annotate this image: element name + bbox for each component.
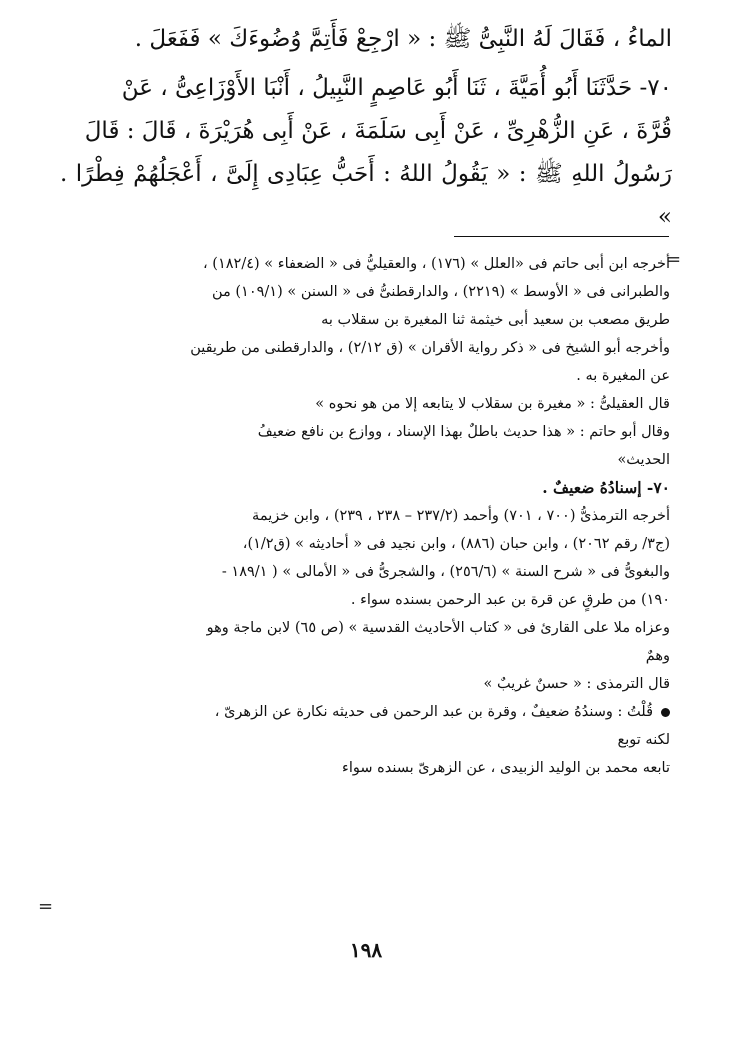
margin-mark: = [38,896,54,917]
main-line: الماءُ ، فَقَالَ لَهُ النَّبِىُّ ﷺ : « ارْجِعْ فَأَتِمَّ وُضُوءَكَ » فَفَعَلَ . [134,26,672,52]
footnote-separator [454,236,669,237]
main-line: رَسُولُ اللهِ ﷺ : « يَقُولُ اللهُ : أَحَبُّ عِبَادِى إِلَىَّ ، أَعْجَلُهُمْ فِطْرًا . » [60,161,672,230]
main-line: ٧٠- حَدَّثَنَا أَبُو أُمَيَّةَ ، ثَنَا أَبُو عَاصِمٍ النَّبِيلُ ، أَنْبَا الأَوْزَاعِىُّ ، عَنْ [121,75,672,101]
footnote-line: أخرجه الترمذىُّ (٧٠٠ ، ٧٠١) وأحمد (٢٣٧/٢ – ٢٣٨ ، ٢٣٩) ، وابن خزيمة [252,508,670,524]
footnote-line [58,698,670,726]
footnote-line: عن المغيرة به . [576,368,670,384]
footnote-heading: ٧٠- إسنادُهُ ضعيفٌ . [542,478,670,497]
footnote-line: قال العقيلىُّ : « مغيرة بن سقلاب لا يتابعه إلا من هو نحوه » [315,396,670,412]
footnote-line: (ج٣/ رقم ٢٠٦٢) ، وابن حبان (٨٨٦) ، وابن نجيد فى « أحاديثه » (ق١/٢)، [242,536,670,552]
margin-mark: = [666,249,682,270]
footnote-line: طريق مصعب بن سعيد أبى خيثمة ثنا المغيرة بن سقلاب به [321,312,670,328]
hadith-text [60,18,672,239]
footnote-line: وأخرجه أبو الشيخ فى « ذكر رواية الأقران » (ق ٢/١٢) ، والدارقطنى من طريقين [190,340,670,356]
footnote-line: لكنه توبع [617,732,670,748]
footnote-line: وهمٌ [645,648,670,664]
bullet-icon [661,708,670,717]
footnote-line: الحديث» [617,452,670,468]
footnote-line: وقال أبو حاتم : « هذا حديث باطلٌ بهذا الإسناد ، ووازع بن نافع ضعيفُ [257,424,670,440]
main-line: قُرَّةَ ، عَنِ الزُّهْرِىِّ ، عَنْ أَبِى سَلَمَةَ ، عَنْ أَبِى هُرَيْرَةَ ، قَالَ : قَالَ [84,118,672,144]
footnote-line: والطبرانى فى « الأوسط » (٢٢١٩) ، والدارقطنىُّ فى « السنن » (١٠٩/١) من [211,284,670,300]
footnote-line: تابعه محمد بن الوليد الزبيدى ، عن الزهرىّ بسنده سواء [342,760,670,776]
footnote-line: أخرجه ابن أبى حاتم فى «العلل » (١٧٦) ، والعقيليُّ فى « الضعفاء » (١٨٢/٤) ، [203,256,670,272]
footnote-line: ١٩٠) من طرقٍ عن قرة بن عبد الرحمن بسنده سواء . [350,592,670,608]
footnote-line: وعزاه ملا على القارئ فى « كتاب الأحاديث القدسية » (ص ٦٥) لابن ماجة وهو [206,620,670,636]
footnote-text: قُلْتُ : وسندُهُ ضعيفٌ ، وقرة بن عبد الرحمن فى حديثه نكارة عن الزهرىّ ، [214,704,653,720]
footnote-line: قال الترمذى : « حسنٌ غريبٌ » [483,676,670,692]
footnote-line: والبغوىُّ فى « شرح السنة » (٢٥٦/٦) ، والشجرىُّ فى « الأمالى » ( ١٨٩/١ - [221,564,670,580]
footnotes [58,250,670,782]
page-number: ١٩٨ [349,938,383,962]
